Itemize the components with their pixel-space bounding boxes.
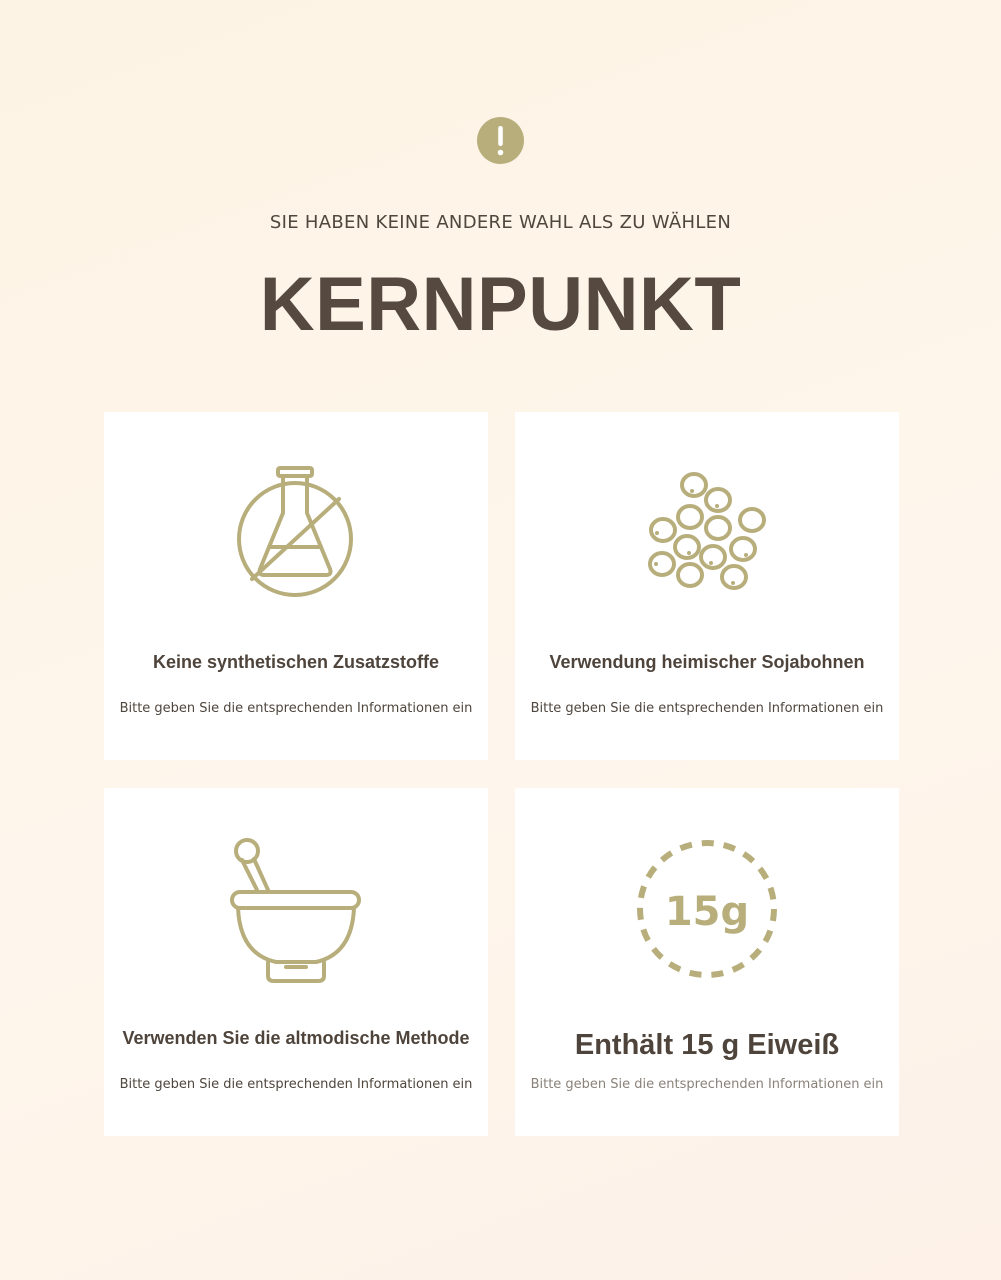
page-title: KERNPUNKT xyxy=(259,262,742,347)
card-description: Bitte geben Sie die entsprechenden Informationen ein xyxy=(530,701,884,716)
soybeans-icon xyxy=(515,412,899,632)
no-chemicals-icon xyxy=(104,412,488,632)
feature-card-no-additives xyxy=(104,412,488,760)
feature-card-soybeans xyxy=(515,412,899,760)
mortar-pestle-icon xyxy=(104,788,488,1008)
protein-15g-icon xyxy=(515,788,899,1008)
feature-card-traditional-method xyxy=(104,788,488,1136)
card-description: Bitte geben Sie die entsprechenden Informationen ein xyxy=(119,1077,473,1092)
card-title: Verwenden Sie die altmodische Methode xyxy=(122,1028,470,1048)
exclamation-icon xyxy=(477,117,524,164)
card-title: Verwendung heimischer Sojabohnen xyxy=(549,652,865,672)
protein-amount-label: 15g xyxy=(664,889,750,935)
card-description: Bitte geben Sie die entsprechenden Informationen ein xyxy=(530,1077,884,1092)
card-title: Enthält 15 g Eiweiß xyxy=(574,1029,840,1061)
feature-card-protein xyxy=(515,788,899,1136)
section-kicker: SIE HABEN KEINE ANDERE WAHL ALS ZU WÄHLEN xyxy=(269,212,732,233)
card-description: Bitte geben Sie die entsprechenden Informationen ein xyxy=(119,701,473,716)
card-title: Keine synthetischen Zusatzstoffe xyxy=(152,652,440,672)
